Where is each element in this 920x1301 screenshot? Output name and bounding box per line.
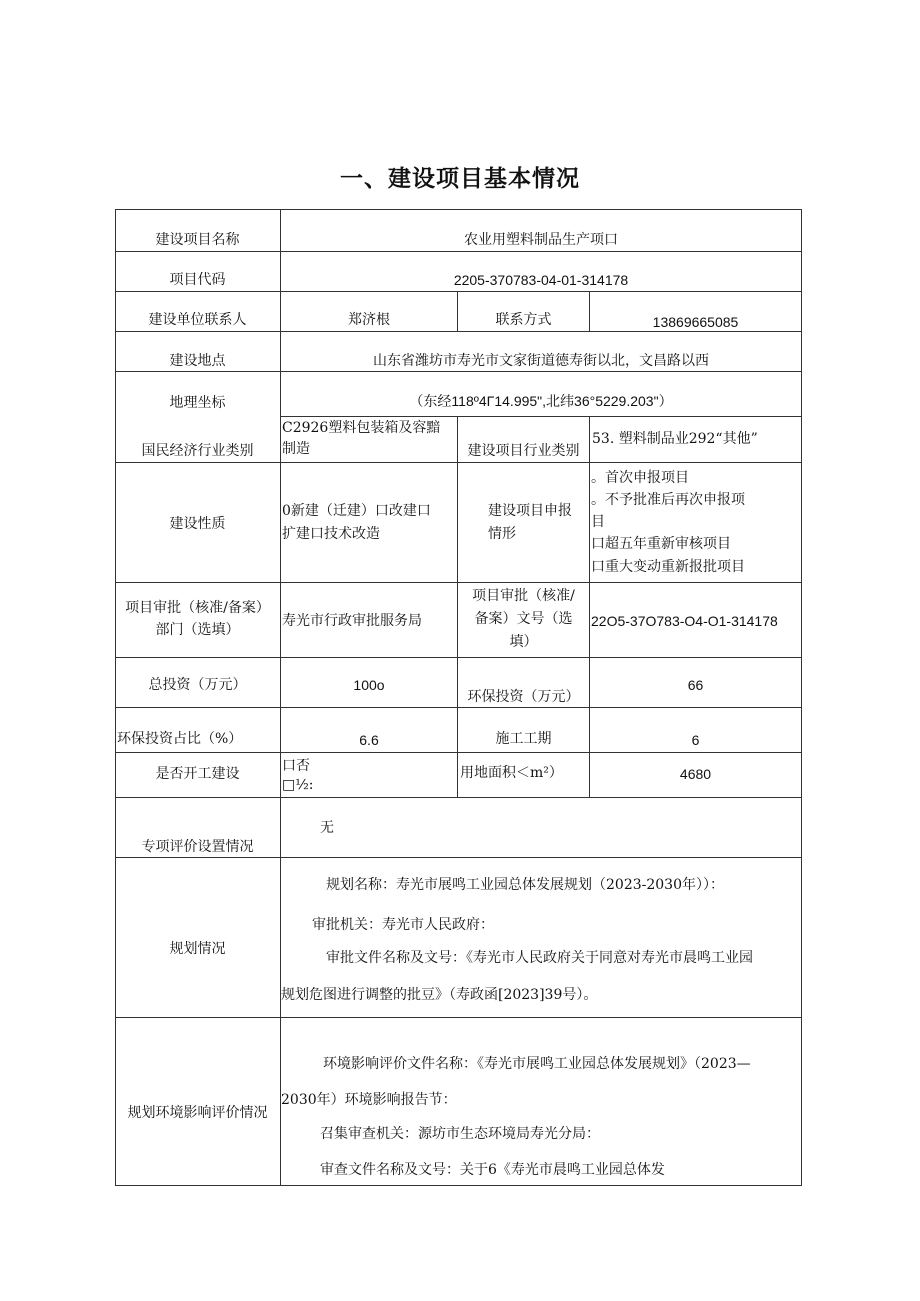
- project-name-label: 建设项目名称: [155, 232, 240, 248]
- started-option-no: 口否: [282, 758, 310, 774]
- construction-period-value: 6: [691, 732, 700, 748]
- contact-person-label: 建设单位联系人: [148, 312, 247, 328]
- planning-env-line: 环境影响评价文件名称：《寿光市展鸣工业园总体发展规划》（2023—: [323, 1056, 751, 1072]
- approval-no-label-line1: 项目审批（核准/: [472, 588, 575, 604]
- planning-env-label: 规划环境影响评价情况: [127, 1105, 268, 1121]
- env-investment-value: 66: [687, 677, 704, 693]
- special-eval-label: 专项评价设置情况: [141, 839, 254, 855]
- declaration-option: 。首次申报项目: [591, 470, 689, 486]
- approval-no-label-line3: 填）: [509, 634, 538, 650]
- declaration-option: 。不予批准后再次申报项: [591, 492, 745, 508]
- declaration-option: 目: [591, 514, 605, 530]
- nature-value-line1: 0新建（迁建）口改建口: [282, 503, 431, 519]
- row-divider: [115, 291, 802, 292]
- contact-phone-value: 13869665085: [652, 314, 739, 330]
- started-label: 是否开工建设: [155, 766, 240, 782]
- row-divider: [115, 462, 802, 463]
- contact-person-value: 郑济根: [348, 312, 390, 328]
- approval-dept-value: 寿光市行政审批服务局: [282, 613, 422, 629]
- project-industry-label: 建设项目行业类别: [467, 443, 580, 459]
- nature-label: 建设性质: [169, 516, 226, 532]
- approval-dept-label-line1: 项目审批（核准/备案）: [125, 600, 270, 616]
- declaration-option: 口超五年重新审核项目: [591, 536, 731, 552]
- special-eval-value: 无: [320, 820, 334, 836]
- location-value: 山东省潍坊市寿光市文家街道德寿街以北，文昌路以西: [373, 353, 709, 369]
- project-code-value: 2205-370783-04-01-314178: [453, 272, 629, 288]
- planning-line: 审批机关：寿光市人民政府：: [312, 917, 494, 933]
- row-divider: [115, 1017, 802, 1018]
- row-divider: [115, 251, 802, 252]
- planning-line: 审批文件名称及文号：《寿光市人民政府关于同意对寿光市晨鸣工业园: [326, 950, 753, 966]
- total-investment-value: 100o: [353, 677, 385, 693]
- location-label: 建设地点: [169, 353, 226, 369]
- construction-period-label: 施工工期: [495, 731, 552, 747]
- started-option-yes: □½:: [282, 777, 314, 793]
- planning-line: 规划名称：寿光市展鸣工业园总体发展规划（2023-2030年））：: [326, 877, 724, 893]
- land-area-label: 用地面积＜m²）: [460, 765, 563, 781]
- env-ratio-value: 6.6: [359, 732, 379, 748]
- project-code-label: 项目代码: [169, 272, 226, 288]
- row-divider: [115, 657, 802, 658]
- env-investment-label: 环保投资（万元）: [467, 689, 580, 705]
- industry-label: 国民经济行业类别: [141, 443, 254, 459]
- contact-method-label: 联系方式: [495, 312, 552, 328]
- table-border-top: [115, 209, 802, 210]
- env-ratio-label: 环保投资占比（%）: [117, 731, 243, 747]
- page-title: 一、建设项目基本情况: [340, 166, 580, 192]
- planning-line: 规划危图进行调整的批豆》（寿政函[2023]39号）。: [281, 987, 598, 1003]
- row-divider: [115, 797, 802, 798]
- table-border-right: [801, 209, 802, 1186]
- planning-env-line: 审查文件名称及文号：关于6《寿光市晨鸣工业园总体发: [320, 1162, 665, 1178]
- table-border-bottom: [115, 1185, 802, 1186]
- industry-value-line2: 制造: [282, 441, 310, 457]
- project-industry-value: 53. 塑料制品业292“其他”: [592, 431, 758, 447]
- coordinates-value: （东经118º4Γ14.995",北纬36°5229.203"）: [409, 393, 673, 409]
- declaration-label-line1: 建设项目申报: [488, 503, 572, 519]
- approval-no-value: 22O5-37O783-O4-O1-314178: [591, 613, 778, 629]
- declaration-option: 口重大变动重新报批项目: [591, 559, 745, 575]
- project-info-table: [115, 209, 802, 1186]
- coordinates-label: 地理坐标: [169, 395, 226, 411]
- declaration-label-line2: 情形: [488, 526, 516, 542]
- row-divider: [115, 582, 802, 583]
- total-investment-label: 总投资（万元）: [148, 677, 247, 693]
- row-divider: [115, 752, 802, 753]
- nature-value-line2: 扩建口技术改造: [282, 526, 380, 542]
- land-area-value: 4680: [679, 766, 712, 782]
- project-name-value: 农业用塑料制品生产项口: [464, 232, 618, 248]
- planning-env-line: 召集审查机关：源坊市生态环境局寿光分局：: [320, 1126, 600, 1142]
- approval-dept-label-line2: 部门（选填）: [155, 622, 240, 638]
- industry-value-line1: C2926塑料包装箱及容黯: [282, 420, 441, 436]
- planning-label: 规划情况: [169, 941, 226, 957]
- approval-no-label-line2: 备案）文号（选: [474, 611, 573, 627]
- planning-env-line: 2030年）环境影响报告节：: [281, 1092, 457, 1108]
